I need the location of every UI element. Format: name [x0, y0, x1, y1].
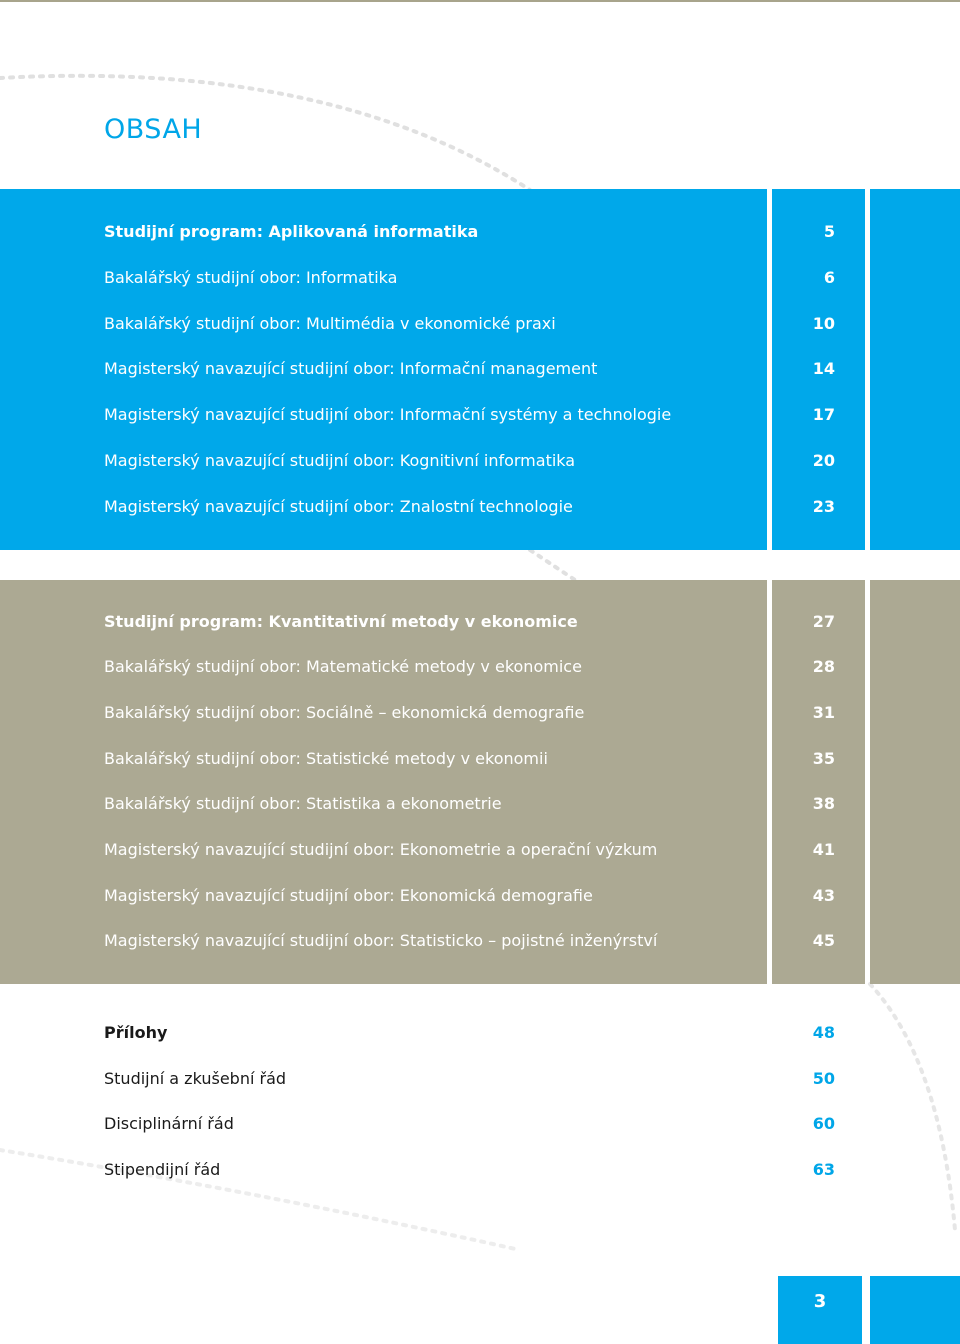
toc-page-number: 28 — [812, 657, 835, 676]
toc-page-number: 63 — [812, 1160, 835, 1179]
toc-entry[interactable] — [104, 313, 835, 335]
toc-page-number: 31 — [812, 703, 835, 722]
toc-page-number: 23 — [812, 497, 835, 516]
toc-entry[interactable] — [104, 885, 835, 907]
toc-entry-label: Studijní a zkušební řád — [104, 1069, 287, 1088]
toc-entry[interactable] — [104, 1159, 835, 1181]
toc-page-number: 35 — [812, 749, 835, 768]
toc-entry[interactable] — [104, 793, 835, 815]
toc-entry[interactable] — [104, 1068, 835, 1090]
toc-entry-label: Bakalářský studijní obor: Multimédia v ekonomické praxi — [104, 314, 556, 333]
toc-entry-label: Bakalářský studijní obor: Statistické metody v ekonomii — [104, 749, 548, 768]
toc-entry-label: Bakalářský studijní obor: Informatika — [104, 268, 398, 287]
toc-entry-label: Bakalářský studijní obor: Sociálně – ekonomická demografie — [104, 703, 585, 722]
toc-page-number: 48 — [812, 1023, 835, 1042]
toc-entry[interactable] — [104, 930, 835, 952]
toc-entry-label: Magisterský navazující studijní obor: Ekonomická demografie — [104, 886, 593, 905]
toc-page-number: 43 — [812, 886, 835, 905]
toc-page-number: 6 — [823, 268, 835, 287]
toc-entry[interactable] — [104, 358, 835, 380]
toc-page-number: 38 — [812, 794, 835, 813]
toc-entry-label: Stipendijní řád — [104, 1160, 221, 1179]
toc-section-heading[interactable] — [104, 221, 835, 243]
toc-entry[interactable] — [104, 1113, 835, 1135]
toc-page-number: 60 — [812, 1114, 835, 1133]
toc-entry[interactable] — [104, 748, 835, 770]
toc-page-number: 20 — [812, 451, 835, 470]
toc-entry-label: Magisterský navazující studijní obor: Informační systémy a technologie — [104, 405, 672, 424]
toc-entry[interactable] — [104, 656, 835, 678]
toc-entry[interactable] — [104, 267, 835, 289]
toc-section-heading[interactable] — [104, 611, 835, 633]
toc-entry-label: Disciplinární řád — [104, 1114, 234, 1133]
toc-entry[interactable] — [104, 496, 835, 518]
toc-entry-label: Bakalářský studijní obor: Matematické metody v ekonomice — [104, 657, 582, 676]
toc-entry-label: Studijní program: Aplikovaná informatika — [104, 222, 479, 241]
toc-page-number: 27 — [812, 612, 835, 631]
page-number-edge — [870, 1276, 960, 1344]
toc-entry-label: Bakalářský studijní obor: Statistika a ekonometrie — [104, 794, 502, 813]
toc-page-number: 10 — [812, 314, 835, 333]
toc-page-number: 14 — [812, 359, 835, 378]
page-number: 3 — [813, 1291, 827, 1312]
toc-section-heading[interactable] — [104, 1022, 835, 1044]
toc-entry[interactable] — [104, 450, 835, 472]
toc-page-number: 41 — [812, 840, 835, 859]
toc-entry[interactable] — [104, 404, 835, 426]
toc-page-number: 50 — [812, 1069, 835, 1088]
toc-entry-label: Magisterský navazující studijní obor: Kognitivní informatika — [104, 451, 576, 470]
toc-entry-label: Magisterský navazující studijní obor: Ekonometrie a operační výzkum — [104, 840, 658, 859]
toc-page-number: 17 — [812, 405, 835, 424]
toc-entry-label: Přílohy — [104, 1023, 168, 1042]
toc-page-number: 5 — [823, 222, 835, 241]
page-title: OBSAH — [104, 114, 203, 145]
toc-entry-label: Magisterský navazující studijní obor: Znalostní technologie — [104, 497, 573, 516]
toc-entry-label: Magisterský navazující studijní obor: Statisticko – pojistné inženýrství — [104, 931, 658, 950]
toc-page-number: 45 — [812, 931, 835, 950]
toc-entry-label: Studijní program: Kvantitativní metody v ekonomice — [104, 612, 578, 631]
toc-entry-label: Magisterský navazující studijní obor: Informační management — [104, 359, 598, 378]
toc-entry[interactable] — [104, 839, 835, 861]
toc-entry[interactable] — [104, 702, 835, 724]
